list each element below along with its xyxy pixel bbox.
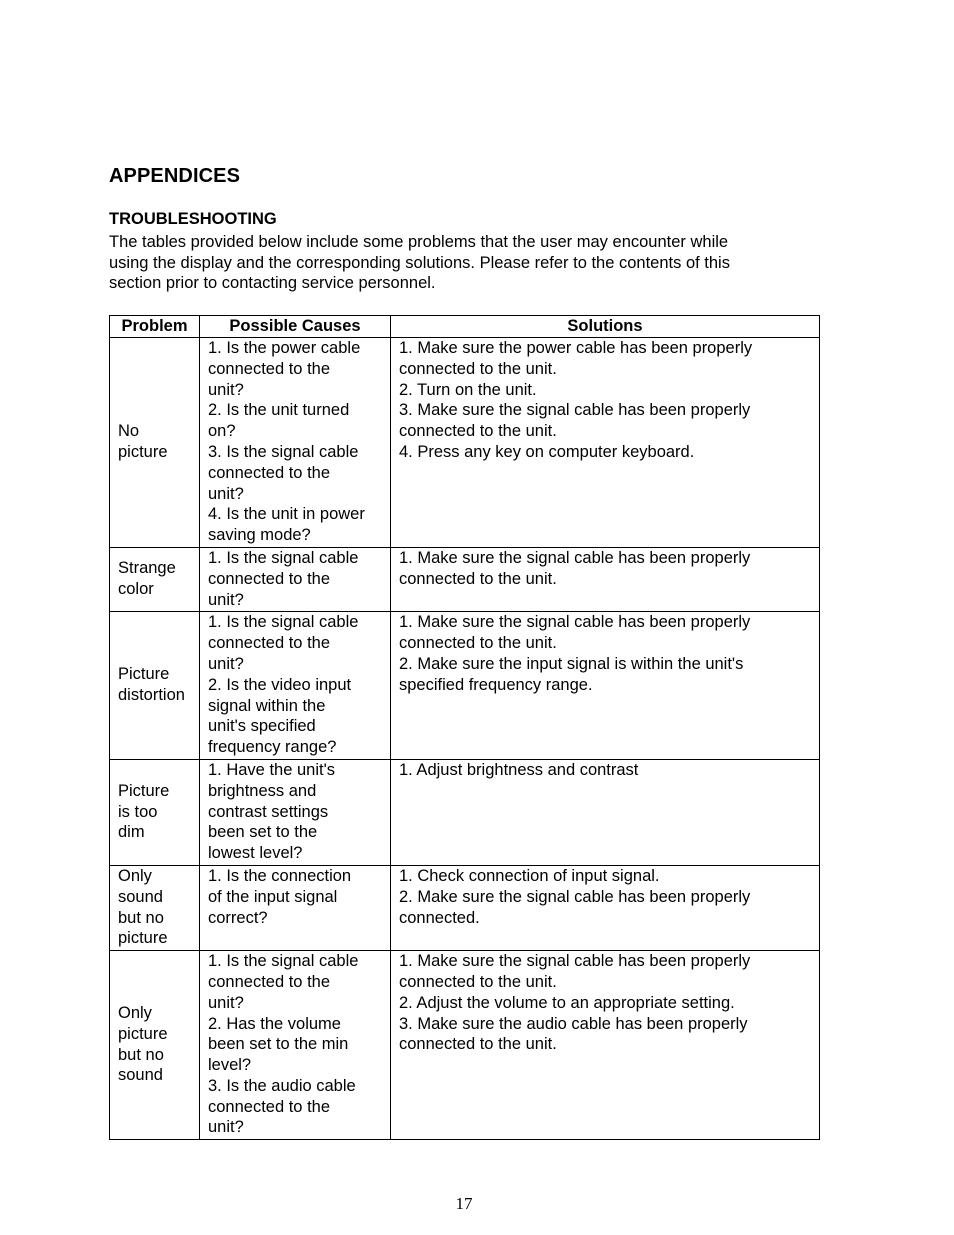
causes-cell — [200, 951, 391, 1140]
problem-text-line: but no — [118, 908, 164, 927]
solutions-text-line: 2. Turn on the unit. — [399, 380, 537, 399]
causes-text-line: 1. Is the power cable — [208, 339, 361, 357]
solutions-text-line: 1. Check connection of input signal. — [399, 866, 660, 885]
solutions-cell — [391, 338, 820, 548]
causes-text-line: 3. Is the audio cable — [208, 1076, 356, 1095]
solutions-text-line: connected. — [399, 908, 480, 927]
solutions-text-line: 3. Make sure the audio cable has been properly — [399, 1014, 748, 1033]
table-row — [110, 951, 820, 1140]
problem-text-line: is too — [118, 802, 158, 821]
problem-text-line: Picture — [118, 781, 170, 800]
causes-text-line: brightness and — [208, 781, 317, 800]
problem-cell — [110, 612, 200, 760]
causes-text-line: on? — [208, 422, 236, 441]
solutions-cell — [391, 612, 820, 760]
solutions-text-line: connected to the unit. — [399, 1035, 557, 1054]
causes-text-line: 4. Is the unit in power — [208, 505, 365, 524]
causes-text-line: 1. Is the signal cable — [208, 548, 359, 567]
problem-text-line: dim — [118, 823, 145, 842]
problem-text-line: sound — [118, 1066, 163, 1085]
causes-text-line: connected to the — [208, 359, 331, 378]
problem-cell — [110, 547, 200, 611]
header-solutions: Solutions — [391, 316, 820, 338]
page-heading: APPENDICES — [109, 165, 241, 187]
problem-text-line: picture — [118, 442, 168, 461]
problem-text-line: Only — [118, 866, 152, 885]
table-row — [110, 547, 820, 611]
problem-text-line: but no — [118, 1045, 164, 1064]
problem-cell — [110, 338, 200, 548]
problem-text-line: Picture — [118, 665, 170, 684]
solutions-text-line: 1. Adjust brightness and contrast — [399, 760, 639, 779]
problem-cell — [110, 865, 200, 950]
causes-text-line: unit? — [208, 1118, 244, 1137]
causes-text-line: 3. Is the signal cable — [208, 442, 359, 461]
solutions-text-line: 2. Adjust the volume to an appropriate setting. — [399, 993, 735, 1012]
header-problem: Problem — [110, 316, 200, 338]
solutions-text-line: 1. Make sure the signal cable has been properly — [399, 548, 751, 567]
table-body — [110, 338, 820, 1140]
causes-text-line: 2. Is the video input — [208, 675, 352, 694]
problem-cell — [110, 951, 200, 1140]
causes-text-line: unit's specified — [208, 717, 316, 736]
problem-text-line: picture — [118, 1024, 168, 1043]
solutions-text-line: 1. Make sure the power cable has been properly — [399, 339, 753, 357]
causes-text-line: connected to the — [208, 463, 331, 482]
solutions-text-line: connected to the unit. — [399, 972, 557, 991]
causes-text-line: connected to the — [208, 972, 331, 991]
intro-paragraph — [109, 232, 829, 294]
problem-text-line: picture — [118, 929, 168, 948]
solutions-text-line: 4. Press any key on computer keyboard. — [399, 442, 695, 461]
section-title: TROUBLESHOOTING — [109, 210, 277, 228]
page-number: 17 — [455, 1194, 473, 1213]
causes-cell — [200, 547, 391, 611]
problem-cell — [110, 759, 200, 865]
causes-cell — [200, 759, 391, 865]
table-row — [110, 612, 820, 760]
solutions-text-line: 2. Make sure the input signal is within the unit's — [399, 654, 744, 673]
causes-text-line: lowest level? — [208, 844, 303, 863]
causes-cell — [200, 338, 391, 548]
intro-line: The tables provided below include some problems that the user may encounter while — [109, 233, 729, 251]
causes-text-line: contrast settings — [208, 802, 329, 821]
causes-text-line: level? — [208, 1056, 252, 1075]
causes-text-line: signal within the — [208, 696, 326, 715]
problem-text-line: color — [118, 580, 154, 599]
problem-text-line: No — [118, 422, 140, 441]
causes-text-line: 1. Is the signal cable — [208, 613, 359, 632]
solutions-cell — [391, 865, 820, 950]
table-header-row — [110, 316, 820, 338]
solutions-cell — [391, 951, 820, 1140]
solutions-text-line: connected to the unit. — [399, 634, 557, 653]
solutions-text-line: 2. Make sure the signal cable has been properly — [399, 887, 751, 906]
causes-text-line: 1. Have the unit's — [208, 760, 335, 779]
solutions-text-line: connected to the unit. — [399, 422, 557, 441]
causes-text-line: been set to the min — [208, 1035, 349, 1054]
causes-text-line: correct? — [208, 908, 268, 927]
problem-text-line: Strange — [118, 559, 176, 578]
causes-text-line: of the input signal — [208, 887, 338, 906]
causes-text-line: unit? — [208, 590, 244, 609]
causes-text-line: unit? — [208, 993, 244, 1012]
solutions-text-line: 3. Make sure the signal cable has been properly — [399, 401, 751, 420]
intro-line: using the display and the corresponding solutions. Please refer to the contents of this — [109, 253, 730, 272]
table-row — [110, 865, 820, 950]
problem-text-line: sound — [118, 887, 163, 906]
troubleshooting-table — [109, 315, 820, 1140]
solutions-text-line: 1. Make sure the signal cable has been properly — [399, 613, 751, 632]
causes-text-line: connected to the — [208, 634, 331, 653]
causes-text-line: saving mode? — [208, 526, 311, 545]
solutions-text-line: specified frequency range. — [399, 675, 593, 694]
table-row — [110, 338, 820, 548]
causes-text-line: connected to the — [208, 1097, 331, 1116]
solutions-text-line: 1. Make sure the signal cable has been properly — [399, 952, 751, 971]
intro-line: section prior to contacting service personnel. — [109, 274, 436, 293]
causes-cell — [200, 612, 391, 760]
solutions-text-line: connected to the unit. — [399, 569, 557, 588]
causes-text-line: 1. Is the signal cable — [208, 952, 359, 971]
causes-text-line: frequency range? — [208, 738, 337, 757]
causes-text-line: unit? — [208, 380, 244, 399]
causes-text-line: been set to the — [208, 823, 318, 842]
solutions-cell — [391, 547, 820, 611]
causes-text-line: 2. Is the unit turned — [208, 401, 350, 420]
problem-text-line: Only — [118, 1004, 152, 1023]
problem-text-line: distortion — [118, 686, 185, 705]
causes-text-line: unit? — [208, 654, 244, 673]
causes-text-line: unit? — [208, 484, 244, 503]
header-possible-causes: Possible Causes — [200, 316, 391, 338]
solutions-text-line: connected to the unit. — [399, 359, 557, 378]
causes-cell — [200, 865, 391, 950]
table-row — [110, 759, 820, 865]
causes-text-line: connected to the — [208, 569, 331, 588]
causes-text-line: 1. Is the connection — [208, 866, 352, 885]
solutions-cell — [391, 759, 820, 865]
causes-text-line: 2. Has the volume — [208, 1014, 341, 1033]
